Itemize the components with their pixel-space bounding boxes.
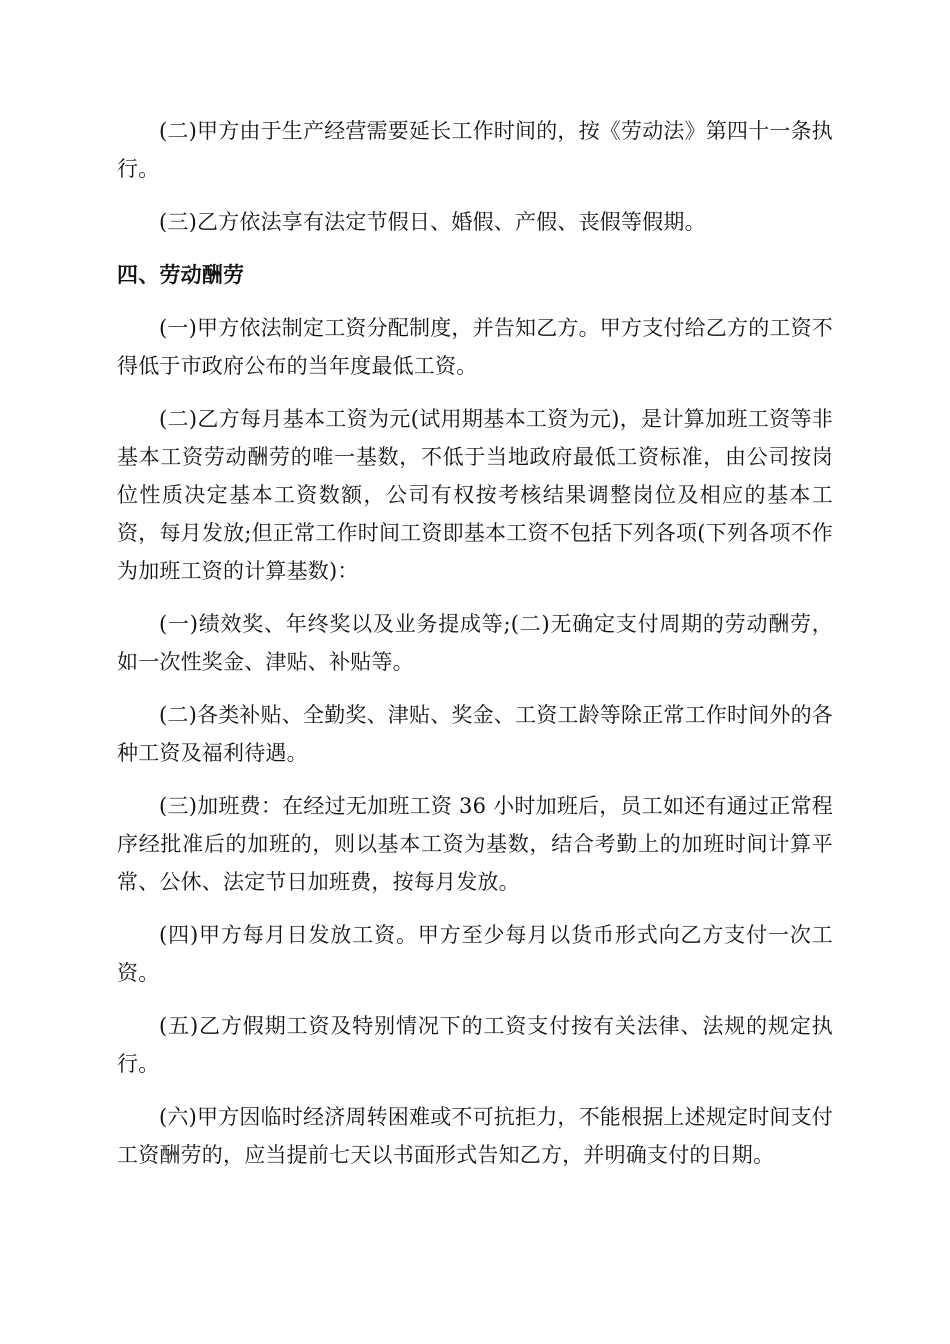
- paragraph-payment-date: (四)甲方每月日发放工资。甲方至少每月以货币形式向乙方支付一次工资。: [117, 923, 833, 985]
- paragraph-overtime-extension: (二)甲方由于生产经营需要延长工作时间的，按《劳动法》第四十一条执行。: [117, 119, 833, 181]
- paragraph-excluded-bonuses: (一)绩效奖、年终奖以及业务提成等;(二)无确定支付周期的劳动酬劳，如一次性奖金、津贴、补贴等。: [117, 612, 833, 674]
- paragraph-base-salary: (二)乙方每月基本工资为元(试用期基本工资为元)，是计算加班工资等非基本工资劳动酬劳的唯一基数，不低于当地政府最低工资标准，由公司按岗位性质决定基本工资数额，公司有权按考核结果调整岗位及相应的基本工资，每月发放;但正常工作时间工资即基本工资不包括下列各项(下列各项不作为加班工资的计算基数)：: [117, 407, 833, 583]
- document-body: [117, 112, 833, 1189]
- paragraph-payment-delay: (六)甲方因临时经济周转困难或不可抗拒力，不能根据上述规定时间支付工资酬劳的，应当提前七天以书面形式告知乙方，并明确支付的日期。: [117, 1105, 833, 1167]
- section-heading-remuneration: 四、劳动酬劳: [117, 263, 245, 287]
- paragraph-allowances: (二)各类补贴、全勤奖、津贴、奖金、工资工龄等除正常工作时间外的各种工资及福利待遇。: [117, 703, 833, 765]
- paragraph-statutory-holidays: (三)乙方依法享有法定节假日、婚假、产假、丧假等假期。: [159, 210, 706, 234]
- paragraph-overtime-pay: (三)加班费：在经过无加班工资 36 小时加班后，员工如还有通过正常程序经批准后的加班的，则以基本工资为基数，结合考勤上的加班时间计算平常、公休、法定节日加班费，按每月发放。: [117, 794, 833, 894]
- paragraph-holiday-wages: (五)乙方假期工资及特别情况下的工资支付按有关法律、法规的规定执行。: [117, 1014, 833, 1076]
- paragraph-wage-system: (一)甲方依法制定工资分配制度，并告知乙方。甲方支付给乙方的工资不得低于市政府公布的当年度最低工资。: [117, 316, 833, 378]
